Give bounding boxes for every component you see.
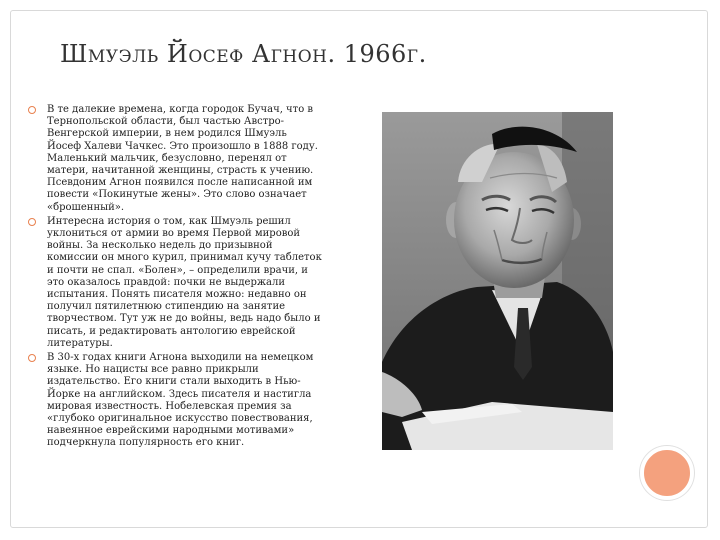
title-period: .	[418, 40, 427, 68]
title-word-1: МУЭЛЬ	[87, 47, 159, 67]
title-initial-3: А	[251, 40, 271, 68]
portrait-photo	[382, 112, 613, 450]
title-year-suffix: Г	[406, 47, 419, 67]
title-initial-2: Й	[166, 40, 189, 68]
title-year: . 1966	[327, 40, 407, 68]
bullet-item	[28, 216, 324, 350]
bullet-circle-icon	[28, 218, 36, 226]
portrait-illustration	[382, 112, 613, 450]
bullet-item	[28, 352, 324, 450]
bullet-circle-icon	[28, 354, 36, 362]
title-word-2: ОСЕФ	[188, 47, 244, 67]
bullet-text: Интересна история о том, как Шмуэль решил уклониться от армии во время Первой мировой войны. За несколько недель до призывной комиссии он много курил, принимал кучу таблеток и почти не спал. «Болен», – определили врачи, и это оказалось правдой: почки не выдержали испытания. Понять писателя можно: недавно он получил пятилетнюю стипендию на занятие творчеством. Тут уж не до войны, ведь надо было и писать, и редактировать антологию еврейской литературы.	[47, 215, 322, 349]
bullet-text: В 30-х годах книги Агнона выходили на немецком языке. Но нацисты все равно прикрыли издательство. Его книги стали выходить в Нью-Йорке на английском. Здесь писателя и настигла мировая известность. Нобелевская премия за «глубоко оригинальное искусство повествования, навеянное еврейскими народными мотивами» подчеркнула популярность его книг.	[47, 352, 314, 449]
decorative-circle	[640, 446, 694, 500]
bullet-text: В те далекие времена, когда городок Бучач, что в Тернопольской области, был частью Австро-Венгерской империи, в нем родился Шмуэль Йосеф Халеви Чачкес. Это произошло в 1888 году. Маленький мальчик, безусловно, перенял от матери, начитанной женщины, страсть к учению. Псевдоним Агнон появился после написанной им повести «Покинутые жены». Это слово означает «брошенный».	[47, 104, 318, 213]
bullet-list	[28, 104, 324, 452]
bullet-item	[28, 104, 324, 214]
title-initial-1: Ш	[60, 40, 88, 68]
title-word-3: ГНОН	[270, 47, 328, 67]
slide-title	[60, 40, 427, 68]
bullet-circle-icon	[28, 106, 36, 114]
